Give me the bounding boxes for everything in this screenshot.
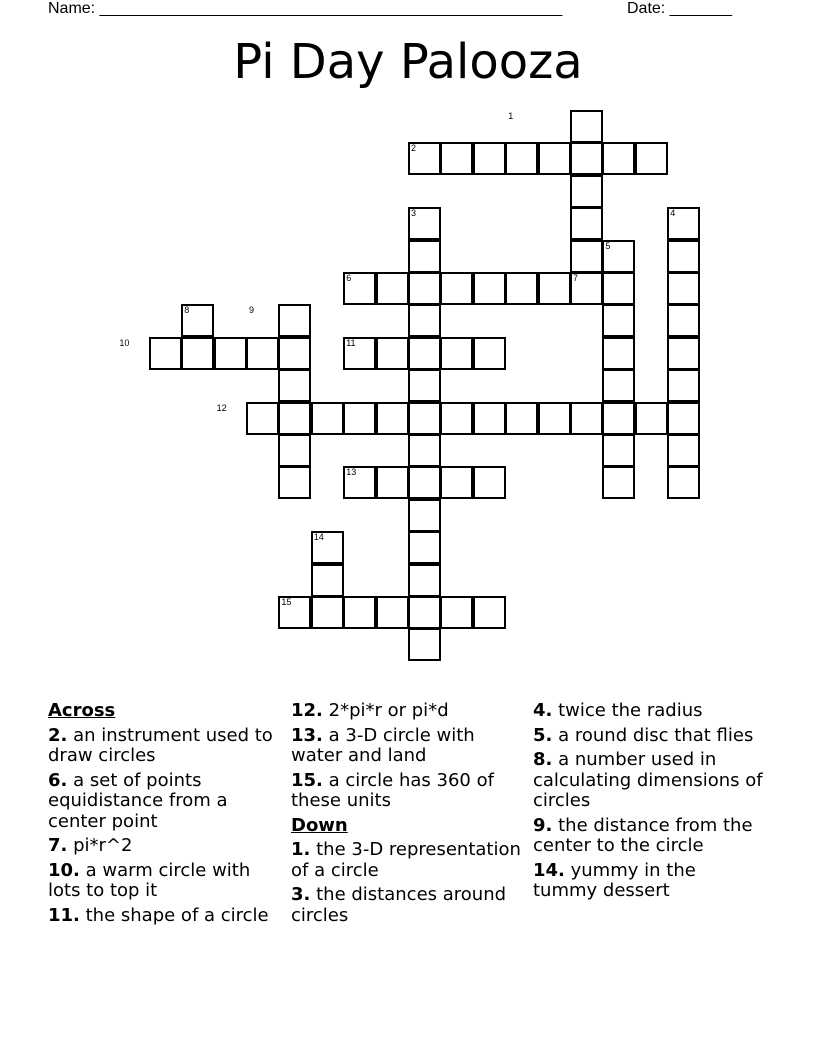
clue-number-label: 15 [281, 597, 292, 607]
down-clue: 5. a round disc that flies [533, 724, 754, 746]
across-clue: 12. 2*pi*r or pi*d [291, 700, 449, 721]
crossword-cell[interactable] [538, 272, 571, 305]
crossword-cell[interactable] [311, 564, 344, 597]
crossword-cell[interactable] [602, 402, 635, 435]
crossword-cell[interactable] [473, 402, 506, 435]
crossword-cell[interactable] [440, 272, 473, 305]
crossword-cell[interactable] [408, 434, 441, 467]
crossword-cell[interactable] [246, 402, 279, 435]
clue-number-label: 10 [119, 337, 130, 348]
crossword-cell[interactable] [278, 402, 311, 435]
down-clue: 9. the distance from the center to the circle [533, 814, 753, 856]
crossword-cell[interactable] [667, 434, 700, 467]
crossword-cell[interactable] [473, 337, 506, 370]
crossword-cell[interactable] [635, 402, 668, 435]
crossword-cell[interactable] [343, 402, 376, 435]
down-clue: 8. a number used in calculating dimensions of circles [533, 749, 763, 811]
crossword-cell[interactable] [570, 402, 603, 435]
crossword-cell[interactable] [376, 272, 409, 305]
crossword-cell[interactable] [278, 434, 311, 467]
across-clue: 6. a set of points equidistance from a center point [48, 769, 228, 832]
crossword-cell[interactable] [278, 369, 311, 402]
crossword-cell[interactable] [246, 337, 279, 370]
crossword-cell[interactable] [440, 402, 473, 435]
clue-number-label: 2 [411, 143, 417, 154]
crossword-cell[interactable] [440, 466, 473, 499]
crossword-cell[interactable] [667, 304, 700, 337]
crossword-cell[interactable] [440, 337, 473, 370]
down-clue: 3. the distances around circles [291, 884, 507, 926]
across-clue: 13. a 3-D circle with water and land [291, 724, 475, 766]
crossword-cell[interactable] [667, 369, 700, 402]
clue-column-2 [291, 701, 523, 930]
crossword-cell[interactable] [278, 304, 311, 337]
crossword-cell[interactable] [181, 337, 214, 370]
crossword-cell[interactable] [570, 142, 603, 175]
clue-number-label: 9 [249, 305, 255, 316]
crossword-cell[interactable] [408, 304, 441, 337]
name-field-label: Name: ____________________________________________________ [48, 0, 563, 17]
crossword-cell[interactable] [602, 142, 635, 175]
across-clue: 11. the shape of a circle [48, 904, 269, 926]
clue-column-1 [48, 701, 280, 930]
down-clue: 4. twice the radius [533, 700, 703, 721]
clue-number-label: 6 [346, 273, 352, 283]
crossword-cell[interactable] [278, 337, 311, 370]
across-clue: 7. pi*r^2 [48, 835, 133, 856]
crossword-cell[interactable] [440, 596, 473, 629]
crossword-cell[interactable] [570, 240, 603, 273]
crossword-cell[interactable] [311, 596, 344, 629]
crossword-cell[interactable] [570, 175, 603, 208]
crossword-cell[interactable] [278, 466, 311, 499]
crossword-cell[interactable] [667, 272, 700, 305]
crossword-cell[interactable] [505, 272, 538, 305]
crossword-cell[interactable] [602, 337, 635, 370]
across-clue: 10. a warm circle with lots to top it [48, 859, 251, 901]
crossword-cell[interactable] [376, 402, 409, 435]
crossword-cell[interactable] [408, 466, 441, 499]
crossword-cell[interactable] [538, 142, 571, 175]
crossword-cell[interactable] [376, 596, 409, 629]
crossword-cell[interactable] [570, 207, 603, 240]
crossword-cell[interactable] [505, 142, 538, 175]
crossword-cell[interactable] [408, 272, 441, 305]
crossword-cell[interactable] [408, 564, 441, 597]
crossword-cell[interactable] [473, 596, 506, 629]
clue-number-label: 5 [605, 240, 611, 251]
crossword-cell[interactable] [408, 596, 441, 629]
clue-number-label: 14 [313, 532, 324, 543]
clue-number-label: 3 [411, 208, 417, 219]
across-clue: 15. a circle has 360 of these units [291, 769, 494, 811]
clue-number-label: 12 [216, 402, 227, 413]
crossword-cell[interactable] [408, 369, 441, 402]
crossword-cell[interactable] [408, 499, 441, 532]
crossword-cell[interactable] [376, 466, 409, 499]
clue-number-label: 8 [184, 305, 190, 316]
crossword-cell[interactable] [602, 304, 635, 337]
crossword-cell[interactable] [408, 337, 441, 370]
crossword-cell[interactable] [602, 272, 635, 305]
crossword-cell[interactable] [473, 466, 506, 499]
crossword-cell[interactable] [667, 402, 700, 435]
crossword-cell[interactable] [505, 402, 538, 435]
crossword-cell[interactable] [602, 369, 635, 402]
across-heading: Across [48, 700, 116, 721]
crossword-cell[interactable] [408, 402, 441, 435]
crossword-cell[interactable] [602, 466, 635, 499]
crossword-cell[interactable] [667, 337, 700, 370]
across-clue: 2. an instrument used to draw circles [48, 724, 273, 766]
crossword-cell[interactable] [570, 110, 603, 143]
down-clue: 14. yummy in the tummy dessert [533, 859, 696, 901]
crossword-cell[interactable] [473, 142, 506, 175]
clue-number-label: 11 [346, 337, 356, 348]
crossword-cell[interactable] [408, 240, 441, 273]
clue-number-label: 4 [670, 208, 676, 219]
down-clue: 1. the 3-D representation of a circle [291, 839, 521, 881]
crossword-cell[interactable] [343, 596, 376, 629]
crossword-cell[interactable] [214, 337, 247, 370]
down-heading: Down [291, 814, 348, 836]
crossword-cell[interactable] [602, 434, 635, 467]
page-title: Pi Day Palooza [233, 34, 583, 90]
crossword-cell[interactable] [635, 142, 668, 175]
crossword-cell[interactable] [473, 272, 506, 305]
crossword-cell[interactable] [440, 142, 473, 175]
clue-number-label: 13 [346, 467, 357, 478]
clue-number-label: 7 [573, 273, 579, 283]
crossword-cell[interactable] [311, 402, 344, 435]
date-field-label: Date: _______ [627, 0, 732, 17]
crossword-cell[interactable] [408, 531, 441, 564]
crossword-cell[interactable] [376, 337, 409, 370]
clue-column-3 [533, 701, 765, 906]
crossword-cell[interactable] [667, 466, 700, 499]
crossword-cell[interactable] [667, 240, 700, 273]
clue-number-label: 1 [508, 111, 514, 121]
crossword-cell[interactable] [408, 628, 441, 661]
crossword-cell[interactable] [538, 402, 571, 435]
crossword-cell[interactable] [149, 337, 182, 370]
